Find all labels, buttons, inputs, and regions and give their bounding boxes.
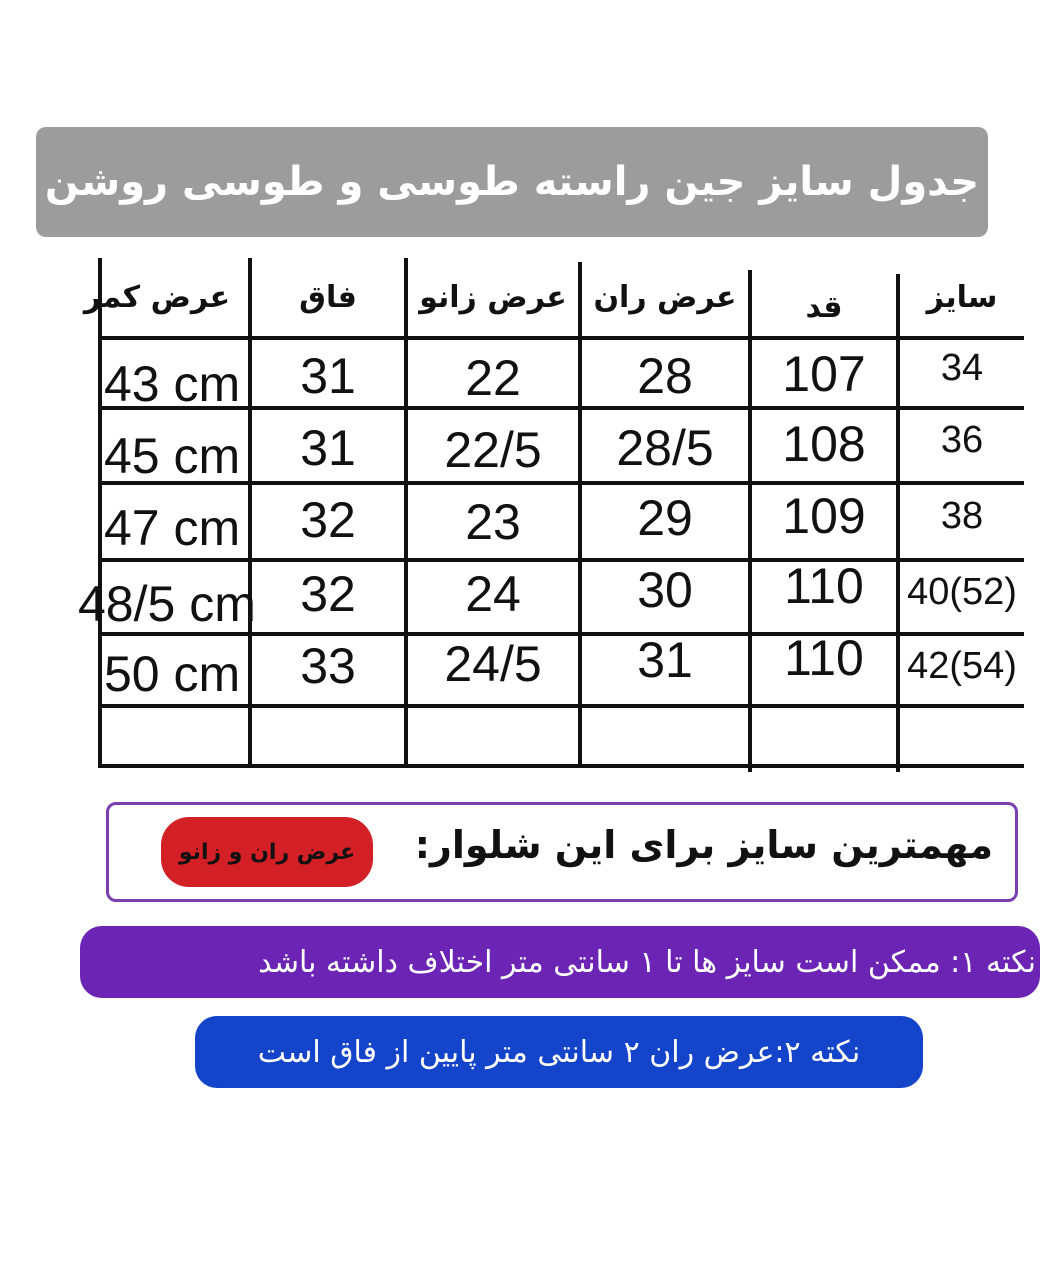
cell-rise: 33 — [300, 638, 356, 694]
cell-length: 108 — [782, 416, 866, 472]
header-length: قد — [805, 289, 843, 325]
cell-knee: 24 — [465, 566, 521, 622]
cell-thigh: 30 — [637, 562, 693, 618]
title-banner — [36, 127, 988, 237]
cell-knee: 22 — [465, 350, 521, 406]
header-waist: عرض کمر — [83, 279, 231, 315]
header-knee: عرض زانو — [419, 279, 567, 315]
cell-rise: 31 — [300, 348, 356, 404]
cell-thigh: 28 — [637, 348, 693, 404]
important-size-label: مهمترین سایز برای این شلوار: — [414, 823, 993, 867]
cell-length: 107 — [782, 346, 866, 402]
cell-rise: 31 — [300, 420, 356, 476]
cell-length: 110 — [784, 630, 864, 686]
cell-waist: 47 cm — [104, 500, 241, 556]
cell-waist: 45 cm — [104, 428, 241, 484]
cell-thigh: 28/5 — [616, 420, 714, 476]
cell-size: 40(52) — [907, 570, 1017, 613]
cell-waist: 50 cm — [104, 646, 241, 702]
cell-knee: 22/5 — [444, 422, 542, 478]
cell-waist: 48/5 cm — [78, 576, 256, 632]
note-2-banner — [195, 1016, 923, 1088]
cell-length: 109 — [782, 488, 866, 544]
table-hline — [98, 764, 1024, 768]
cell-length: 110 — [784, 558, 864, 614]
header-size: سایز — [926, 279, 998, 315]
cell-size: 36 — [940, 418, 984, 461]
cell-rise: 32 — [300, 566, 356, 622]
important-size-box — [106, 802, 1018, 902]
table-hline — [98, 336, 1024, 340]
cell-rise: 32 — [300, 492, 356, 548]
cell-size: 38 — [940, 494, 984, 537]
cell-waist: 43 cm — [104, 356, 241, 412]
table-vline — [98, 258, 102, 768]
page-title: جدول سایز جین راسته طوسی و طوسی روشن — [44, 159, 980, 205]
cell-thigh: 31 — [637, 632, 693, 688]
cell-size: 42(54) — [907, 644, 1017, 687]
important-size-badge: عرض ران و زانو — [161, 817, 373, 887]
header-rise: فاق — [299, 279, 357, 315]
note-1-banner — [80, 926, 1040, 998]
note-2-text: نکته ۲:عرض ران ۲ سانتی متر پایین از فاق است — [257, 1034, 861, 1070]
cell-knee: 23 — [465, 494, 521, 550]
cell-knee: 24/5 — [444, 636, 542, 692]
cell-thigh: 29 — [637, 490, 693, 546]
cell-size: 34 — [940, 346, 984, 389]
note-1-text: نکته ۱: ممکن است سایز ها تا ۱ سانتی متر اختلاف داشته باشد — [258, 944, 1036, 980]
header-thigh: عرض ران — [593, 279, 737, 315]
